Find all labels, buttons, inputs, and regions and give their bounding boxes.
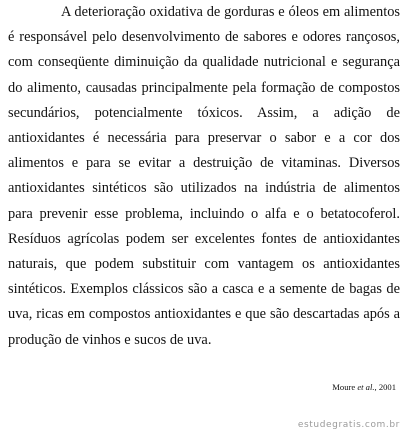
site-watermark: estudegratis.com.br (297, 420, 400, 430)
source-citation (332, 382, 396, 393)
document-body (8, 0, 400, 353)
citation-etal: et al. (357, 382, 375, 392)
main-paragraph: A deterioração oxidativa de gorduras e óleos em alimentos é responsável pelo desenvolvimento de sabores e odores rançosos, com conseqüente diminuição da qualidade nutricional e segurança do alimento, causadas principalmente pela formação de compostos secundários, potencialmente tóxicos. Assim, a adição de antioxidantes é necessária para preservar o sabor e a cor dos alimentos e para se evitar a destruição de vitaminas. Diversos antioxidantes sintéticos são utilizados na indústria de alimentos para prevenir esse problema, incluindo o alfa e o betatocoferol. Resíduos agrícolas podem ser excelentes fontes de antioxidantes naturais, que podem substituir com vantagem os antioxidantes sintéticos. Exemplos clássicos são a casca e a semente de bagas de uva, ricas em compostos antioxidantes e que são descartadas após a produção de vinhos e sucos de uva. (8, 4, 400, 348)
citation-year: , 2001 (374, 382, 396, 392)
citation-author: Moure (332, 382, 358, 392)
